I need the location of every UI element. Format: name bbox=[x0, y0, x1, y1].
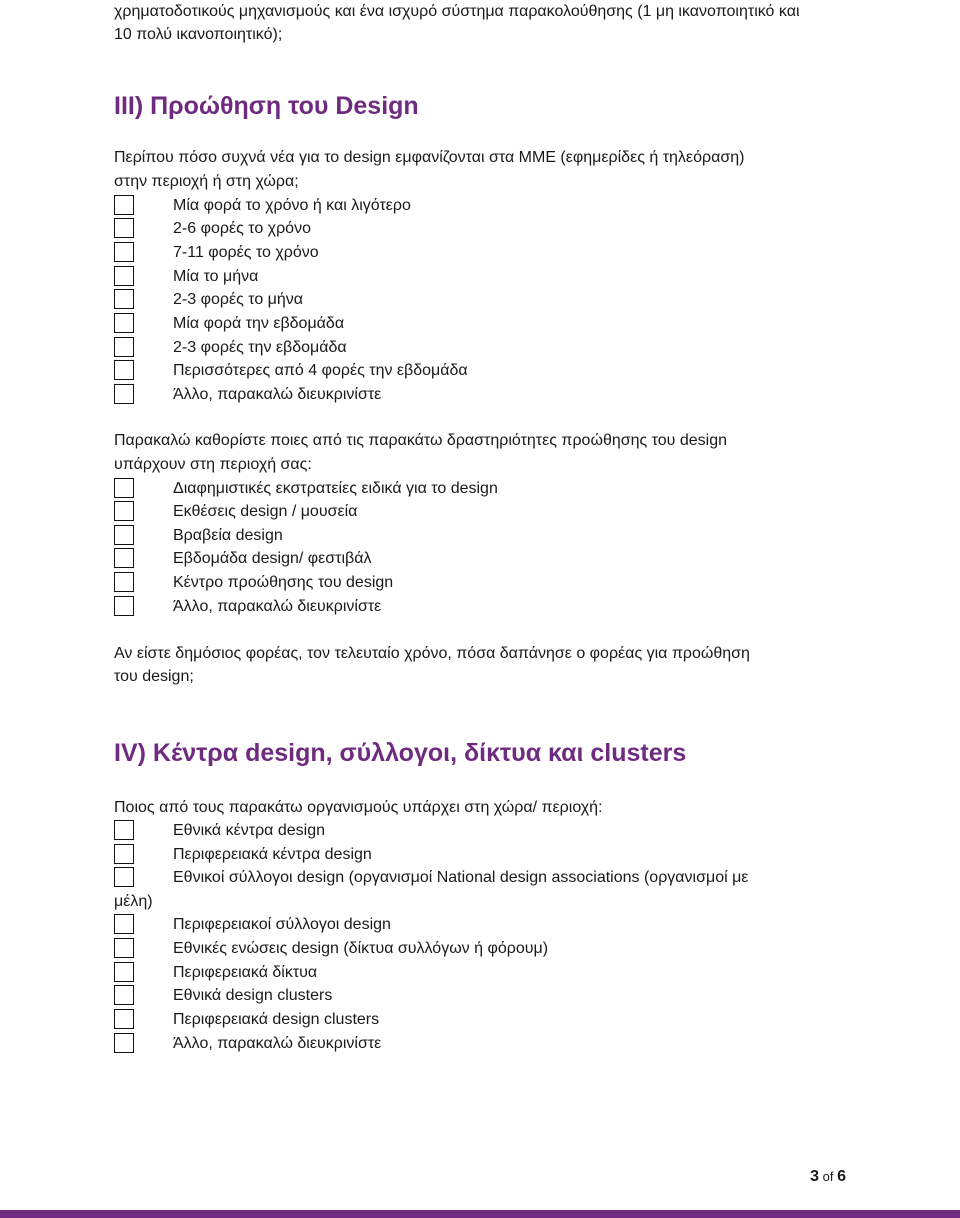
question-media-frequency-line-1: Περίπου πόσο συχνά νέα για το design εμφανίζονται στα ΜΜΕ (εφημερίδες ή τηλεόραση) bbox=[114, 149, 745, 166]
question-public-spending-line-1: Αν είστε δημόσιος φορέας, τον τελευταίο χρόνο, πόσα δαπάνησε ο φορέας για προώθηση bbox=[114, 645, 750, 662]
option-label: Άλλο, παρακαλώ διευκρινίστε bbox=[173, 1035, 382, 1052]
question-public-spending-line-2: του design; bbox=[114, 668, 194, 685]
question-media-frequency-line-2: στην περιοχή ή στη χώρα; bbox=[114, 173, 299, 190]
section-3-heading: ΙΙΙ) Προώθηση του Design bbox=[114, 92, 419, 120]
checkbox[interactable] bbox=[114, 501, 134, 521]
option-label: Περιφερειακοί σύλλογοι design bbox=[173, 916, 391, 933]
option-label: Βραβεία design bbox=[173, 527, 283, 544]
page-of-label: of bbox=[822, 1169, 834, 1184]
checkbox[interactable] bbox=[114, 962, 134, 982]
option-label: Άλλο, παρακαλώ διευκρινίστε bbox=[173, 386, 382, 403]
section-4-heading: IV) Κέντρα design, σύλλογοι, δίκτυα και clusters bbox=[114, 739, 687, 767]
checkbox[interactable] bbox=[114, 313, 134, 333]
option-label: Εθνικοί σύλλογοι design (οργανισμοί National design associations (οργανισμοί με bbox=[173, 869, 749, 886]
footer-bar bbox=[0, 1210, 960, 1218]
checkbox[interactable] bbox=[114, 914, 134, 934]
option-label: Περιφερειακά δίκτυα bbox=[173, 964, 318, 981]
checkbox[interactable] bbox=[114, 1009, 134, 1029]
checkbox[interactable] bbox=[114, 985, 134, 1005]
checkbox[interactable] bbox=[114, 337, 134, 357]
checkbox[interactable] bbox=[114, 266, 134, 286]
checkbox[interactable] bbox=[114, 525, 134, 545]
checkbox[interactable] bbox=[114, 867, 134, 887]
checkbox[interactable] bbox=[114, 572, 134, 592]
option-label: Άλλο, παρακαλώ διευκρινίστε bbox=[173, 598, 382, 615]
option-label: Μία το μήνα bbox=[173, 268, 259, 285]
checkbox[interactable] bbox=[114, 548, 134, 568]
option-label: Μία φορά την εβδομάδα bbox=[173, 315, 345, 332]
page-number: 3 bbox=[810, 1168, 819, 1185]
intro-line-2: 10 πολύ ικανοποιητικό); bbox=[114, 26, 283, 43]
option-label: Εθνικά design clusters bbox=[173, 987, 333, 1004]
option-label: Περιφερειακά κέντρα design bbox=[173, 846, 372, 863]
intro-line-1: χρηματοδοτικούς μηχανισμούς και ένα ισχυρό σύστημα παρακολούθησης (1 μη ικανοποιητικό και bbox=[114, 3, 800, 20]
checkbox[interactable] bbox=[114, 384, 134, 404]
option-label: 2-6 φορές το χρόνο bbox=[173, 220, 311, 237]
checkbox[interactable] bbox=[114, 596, 134, 616]
option-label: Διαφημιστικές εκστρατείες ειδικά για το design bbox=[173, 480, 498, 497]
option-label: Εθνικές ενώσεις design (δίκτυα συλλόγων ή φόρουμ) bbox=[173, 940, 549, 957]
option-label: Εκθέσεις design / μουσεία bbox=[173, 503, 358, 520]
checkbox[interactable] bbox=[114, 195, 134, 215]
checkbox[interactable] bbox=[114, 218, 134, 238]
option-label-continuation: μέλη) bbox=[114, 893, 153, 910]
checkbox[interactable] bbox=[114, 360, 134, 380]
checkbox[interactable] bbox=[114, 1033, 134, 1053]
option-label: Εθνικά κέντρα design bbox=[173, 822, 326, 839]
checkbox[interactable] bbox=[114, 289, 134, 309]
total-pages: 6 bbox=[837, 1168, 846, 1185]
question-organizations-line-1: Ποιος από τους παρακάτω οργανισμούς υπάρχει στη χώρα/ περιοχή: bbox=[114, 799, 603, 816]
option-label: Περιφερειακά design clusters bbox=[173, 1011, 380, 1028]
checkbox[interactable] bbox=[114, 242, 134, 262]
option-label: 7-11 φορές το χρόνο bbox=[173, 244, 319, 261]
option-label: Κέντρο προώθησης του design bbox=[173, 574, 394, 591]
option-label: Εβδομάδα design/ φεστιβάλ bbox=[173, 550, 372, 567]
option-label: 2-3 φορές την εβδομάδα bbox=[173, 339, 347, 356]
question-promotion-activities-line-1: Παρακαλώ καθορίστε ποιες από τις παρακάτω δραστηριότητες προώθησης του design bbox=[114, 432, 728, 449]
checkbox[interactable] bbox=[114, 938, 134, 958]
checkbox[interactable] bbox=[114, 820, 134, 840]
page-indicator bbox=[810, 1168, 846, 1186]
checkbox[interactable] bbox=[114, 844, 134, 864]
option-label: 2-3 φορές το μήνα bbox=[173, 291, 304, 308]
checkbox[interactable] bbox=[114, 478, 134, 498]
option-label: Μία φορά το χρόνο ή και λιγότερο bbox=[173, 197, 411, 214]
option-label: Περισσότερες από 4 φορές την εβδομάδα bbox=[173, 362, 468, 379]
question-promotion-activities-line-2: υπάρχουν στη περιοχή σας: bbox=[114, 456, 312, 473]
